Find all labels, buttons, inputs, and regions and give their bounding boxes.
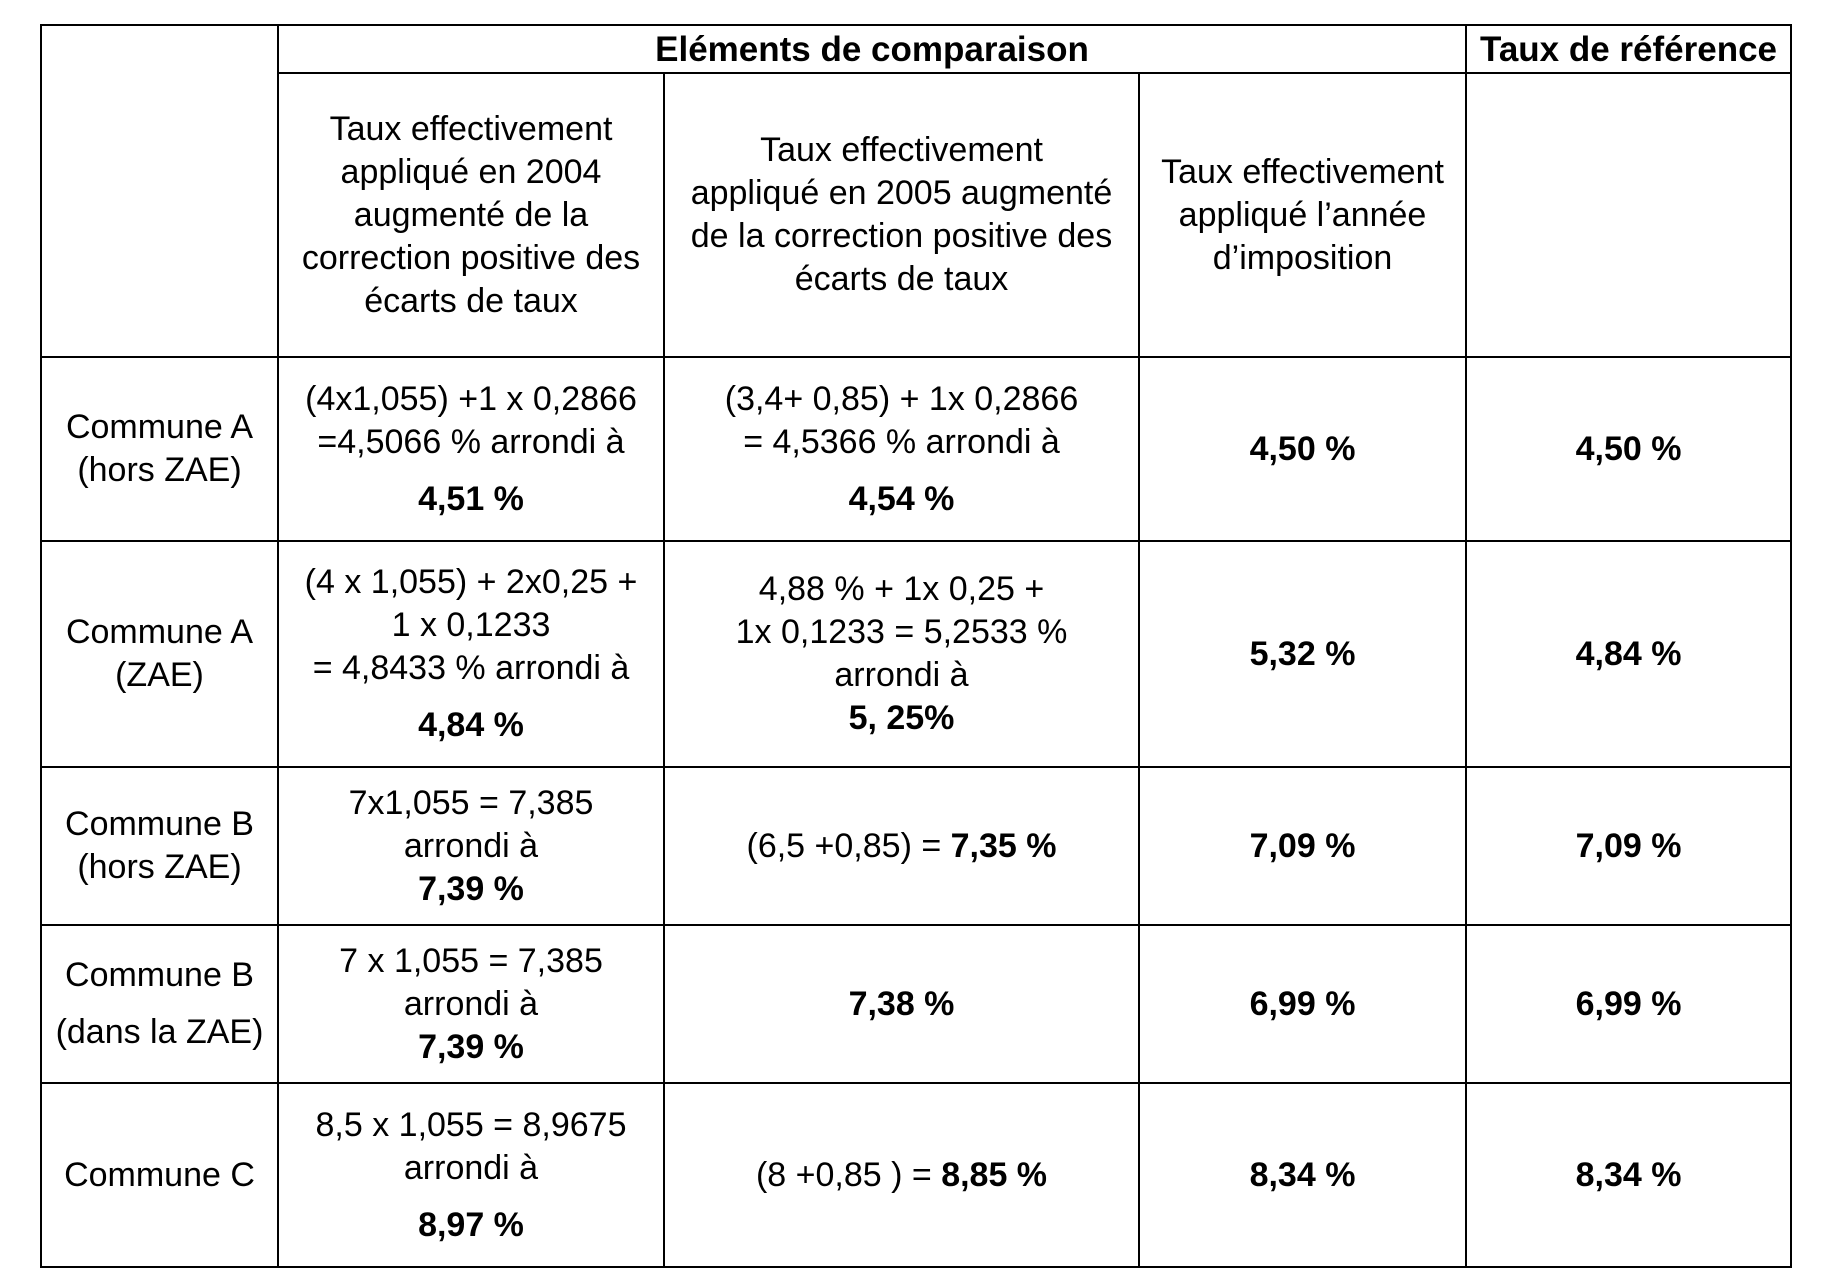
column-header-line: écarts de taux (794, 260, 1009, 298)
rounded-value: 7,35 % (950, 826, 1057, 865)
rounded-value: 4,84 % (418, 706, 524, 744)
column-header-line: appliqué en 2004 (340, 152, 602, 191)
column-header-line: Taux effectivement (760, 131, 1043, 169)
row-label-header-empty (41, 25, 278, 357)
formula-line: arrondi à (403, 984, 539, 1023)
row-label-line: (ZAE) (115, 656, 204, 694)
table-row (41, 767, 1791, 925)
row-label-line: (hors ZAE) (77, 848, 242, 886)
group-header-row (41, 25, 1791, 73)
column-header-line: Taux effectivement (1161, 152, 1444, 191)
cell-reference: 8,34 % (1466, 1083, 1791, 1267)
cell-tax-year: 4,50 % (1139, 357, 1466, 541)
column-header-line: appliqué l’année (1178, 195, 1427, 234)
formula-line: (4x1,055) +1 x 0,2866 (305, 379, 637, 418)
cell-reference: 4,84 % (1466, 541, 1791, 767)
rounded-value: 8,97 % (418, 1205, 524, 1244)
cell-tax-year: 6,99 % (1139, 925, 1466, 1083)
formula-line: (4 x 1,055) + 2x0,25 + (304, 563, 638, 601)
row-label-line: Commune B (65, 805, 254, 843)
formula-text: (6,5 +0,85) = (746, 826, 951, 865)
cell-reference: 7,09 % (1466, 767, 1791, 925)
formula-line: 1x 0,1233 = 5,2533 % (735, 613, 1068, 651)
table-row (41, 541, 1791, 767)
formula-line: 7 x 1,055 = 7,385 (339, 941, 603, 980)
cell-tax-year: 7,09 % (1139, 767, 1466, 925)
column-header-line: d’imposition (1212, 238, 1393, 277)
rounded-value: 4,51 % (418, 479, 524, 518)
row-label (41, 1083, 278, 1267)
formula-line: arrondi à (403, 1148, 539, 1187)
cell-2004 (278, 541, 664, 767)
cell-tax-year: 8,34 % (1139, 1083, 1466, 1267)
row-label (41, 767, 278, 925)
cell-2004 (278, 1083, 664, 1267)
column-header-line: Taux effectivement (329, 109, 613, 148)
column-header-line: écarts de taux (364, 281, 578, 320)
formula-line: 7x1,055 = 7,385 (348, 783, 594, 822)
reference-header: Taux de référence (1466, 25, 1791, 73)
comparison-table (40, 24, 1792, 1268)
cell-2005 (664, 541, 1139, 767)
formula-line: arrondi à (834, 656, 969, 694)
formula-line: = 4,5366 % arrondi à (743, 422, 1060, 461)
row-label-line: Commune B (65, 956, 254, 994)
cell-2005 (664, 767, 1139, 925)
row-label-line: Commune C (64, 1155, 255, 1194)
table-row (41, 1083, 1791, 1267)
cell-reference: 4,50 % (1466, 357, 1791, 541)
row-label-line: (hors ZAE) (77, 451, 242, 489)
row-label-line: (dans la ZAE) (55, 1013, 264, 1051)
formula-line: 1 x 0,1233 (391, 606, 551, 644)
table-row (41, 357, 1791, 541)
rounded-value: 7,39 % (418, 1027, 524, 1066)
column-header-line: appliqué en 2005 augmenté (690, 174, 1113, 212)
column-header-line: augmenté de la (353, 195, 589, 234)
rounded-value: 5, 25% (848, 699, 955, 737)
table-row (41, 925, 1791, 1083)
cell-2005: 7,38 % (664, 925, 1139, 1083)
column-header-line: de la correction positive des (690, 217, 1113, 255)
formula-line: 4,88 % + 1x 0,25 + (758, 570, 1045, 608)
column-header-2005 (664, 73, 1139, 357)
cell-2005 (664, 1083, 1139, 1267)
formula-line: =4,5066 % arrondi à (317, 422, 625, 461)
row-label-line: Commune A (65, 408, 254, 446)
column-header-line: correction positive des (301, 238, 641, 277)
formula-line: 8,5 x 1,055 = 8,9675 (315, 1105, 627, 1144)
cell-2004 (278, 357, 664, 541)
formula-line: arrondi à (403, 826, 539, 865)
row-label (41, 925, 278, 1083)
cell-2004 (278, 767, 664, 925)
row-label (41, 541, 278, 767)
column-header-tax-year (1139, 73, 1466, 357)
rounded-value: 4,54 % (848, 479, 955, 518)
row-label (41, 357, 278, 541)
column-header-row (41, 73, 1791, 357)
row-label-line: Commune A (65, 613, 254, 651)
group-header-elements: Eléments de comparaison (278, 25, 1466, 73)
cell-2004 (278, 925, 664, 1083)
cell-reference: 6,99 % (1466, 925, 1791, 1083)
column-header-reference-empty (1466, 73, 1791, 357)
formula-text: (8 +0,85 ) = (755, 1155, 942, 1194)
column-header-2004 (278, 73, 664, 357)
formula-line: (3,4+ 0,85) + 1x 0,2866 (724, 379, 1079, 418)
rounded-value: 8,85 % (941, 1155, 1048, 1194)
rounded-value: 7,39 % (418, 869, 524, 908)
formula-line: = 4,8433 % arrondi à (312, 649, 630, 687)
cell-tax-year: 5,32 % (1139, 541, 1466, 767)
cell-2005 (664, 357, 1139, 541)
